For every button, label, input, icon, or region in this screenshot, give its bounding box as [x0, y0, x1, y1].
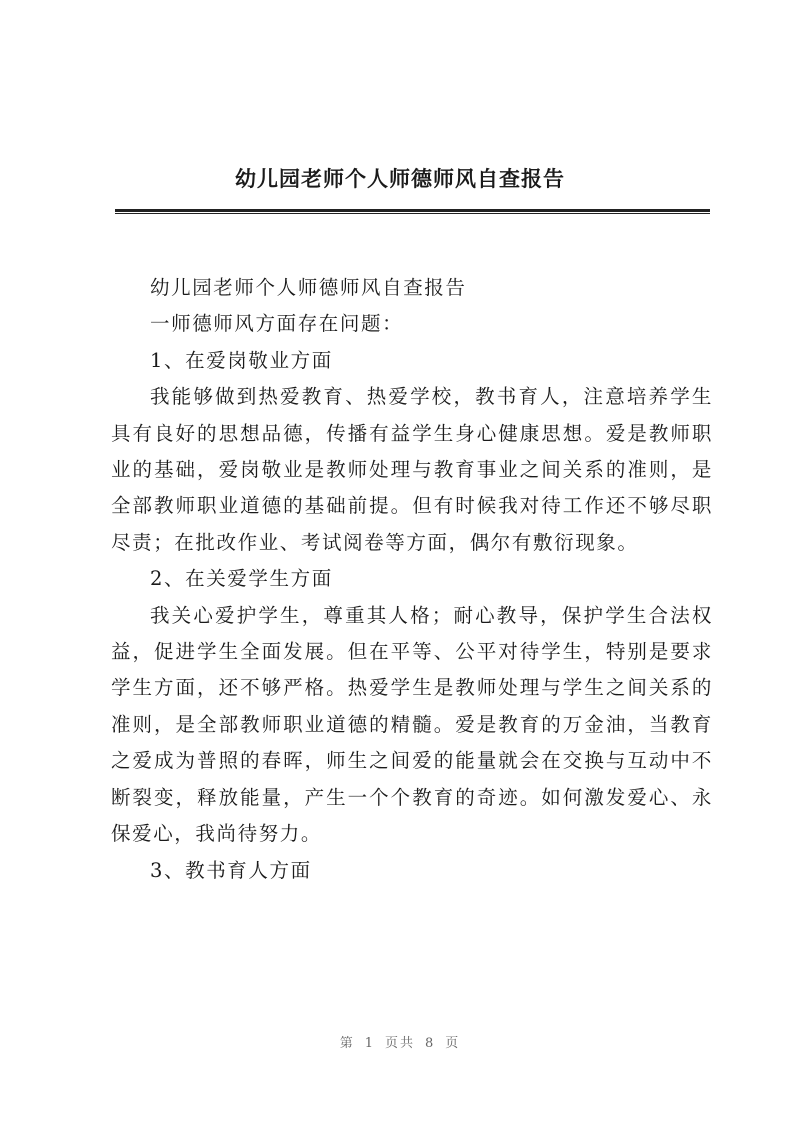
- title-divider: [115, 209, 710, 214]
- subsection-heading-3: 3、教书育人方面: [150, 858, 312, 882]
- subsection-heading-1: 1、在爱岗敬业方面: [150, 348, 333, 372]
- paragraph-1: 我能够做到热爱教育、热爱学校，教书育人，注意培养学生具有良好的思想品德，传播有益学生身心健康思想。爱是教师职业的基础，爱岗敬业是教师处理与教育事业之间关系的准则，是全部教师职业道德的基础前提。但有时候我对待工作还不够尽职尽责；在批改作业、考试阅卷等方面，偶尔有敷衍现象。: [111, 385, 713, 554]
- paragraph-2: 我关心爱护学生，尊重其人格；耐心教导，保护学生合法权益，促进学生全面发展。但在平等、公平对待学生，特别是要求学生方面，还不够严格。热爱学生是教师处理与学生之间关系的准则，是全部教师职业道德的精髓。爱是教育的万金油，当教育之爱成为普照的春晖，师生之间爱的能量就会在交换与互动中不断裂变，释放能量，产生一个个教育的奇迹。如何激发爱心、永保爱心，我尚待努力。: [111, 603, 713, 846]
- subsection-heading-2: 2、在关爱学生方面: [150, 567, 333, 591]
- footer-prefix: 第: [339, 1036, 355, 1051]
- section-heading: 一师德师风方面存在问题：: [150, 312, 404, 336]
- page-footer: [0, 1032, 800, 1051]
- current-page-number: 1: [364, 1036, 375, 1051]
- footer-middle: 页共: [384, 1036, 415, 1051]
- page-title: 幼儿园老师个人师德师风自查报告: [235, 166, 565, 191]
- total-pages-number: 8: [425, 1036, 436, 1051]
- footer-suffix: 页: [445, 1036, 461, 1051]
- document-body: [111, 270, 713, 889]
- body-heading: 幼儿园老师个人师德师风自查报告: [150, 276, 467, 299]
